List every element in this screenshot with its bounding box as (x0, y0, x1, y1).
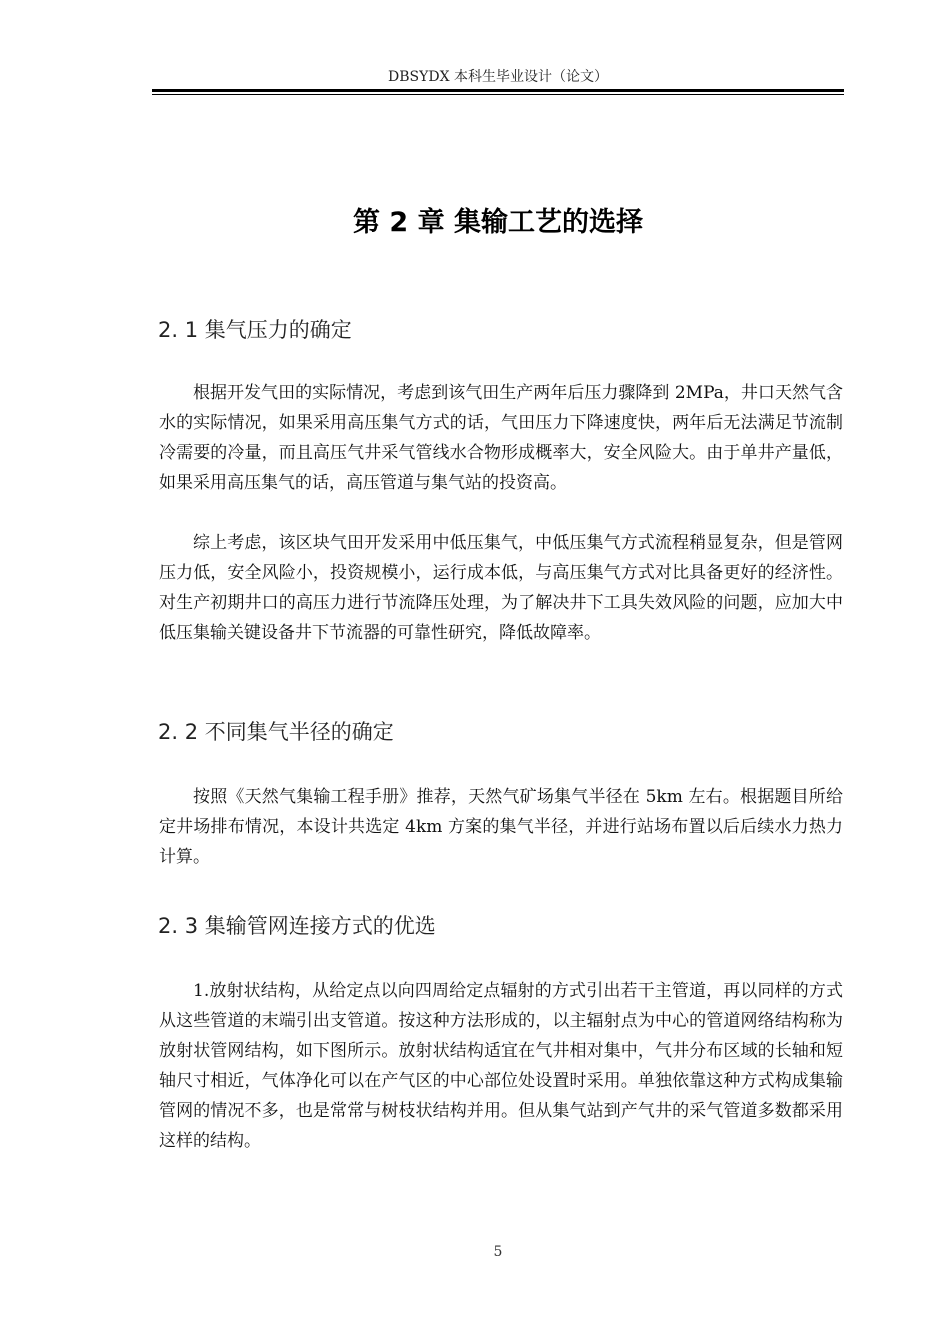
paragraph: 1.放射状结构，从给定点以向四周给定点辐射的方式引出若干主管道，再以同样的方式从这些管道的末端引出支管道。按这种方法形成的，以主辐射点为中心的管道网络结构称为放射状管网结构，如下图所示。放射状结构适宜在气井相对集中，气井分布区域的长轴和短轴尺寸相近，气体净化可以在产气区的中心部位处设置时采用。单独依靠这种方式构成集输管网的情况不多，也是常常与树枝状结构并用。但从集气站到产气井的采气管道多数都采用这样的结构。 (159, 981, 843, 1151)
section-heading-2-3: 2. 3 集输管网连接方式的优选 (158, 914, 436, 938)
paragraph: 按照《天然气集输工程手册》推荐，天然气矿场集气半径在 5km 左右。根据题目所给定井场排布情况，本设计共选定 4km 方案的集气半径，并进行站场布置以后后续水力热力计算。 (159, 787, 843, 867)
chapter-title: 第 2 章 集输工艺的选择 (353, 207, 643, 238)
section-heading-2-2: 2. 2 不同集气半径的确定 (158, 720, 394, 744)
page-number: 5 (493, 1244, 503, 1260)
page-header: DBSYDX 本科生毕业设计（论文） (388, 69, 608, 85)
paragraph: 综上考虑，该区块气田开发采用中低压集气，中低压集气方式流程稍显复杂，但是管网压力低，安全风险小，投资规模小，运行成本低，与高压集气方式对比具备更好的经济性。对生产初期井口的高压力进行节流降压处理，为了解决井下工具失效风险的问题，应加大中低压集输关键设备井下节流器的可靠性研究，降低故障率。 (159, 533, 843, 643)
section-heading-2-1: 2. 1 集气压力的确定 (158, 318, 352, 342)
header-rule-thin (152, 94, 844, 95)
header-rule-thick (152, 89, 844, 92)
paragraph: 根据开发气田的实际情况，考虑到该气田生产两年后压力骤降到 2MPa，井口天然气含水的实际情况，如果采用高压集气方式的话，气田压力下降速度快，两年后无法满足节流制冷需要的冷量，而且高压气井采气管线水合物形成概率大，安全风险大。由于单井产量低，如果采用高压集气的话，高压管道与集气站的投资高。 (159, 383, 843, 493)
